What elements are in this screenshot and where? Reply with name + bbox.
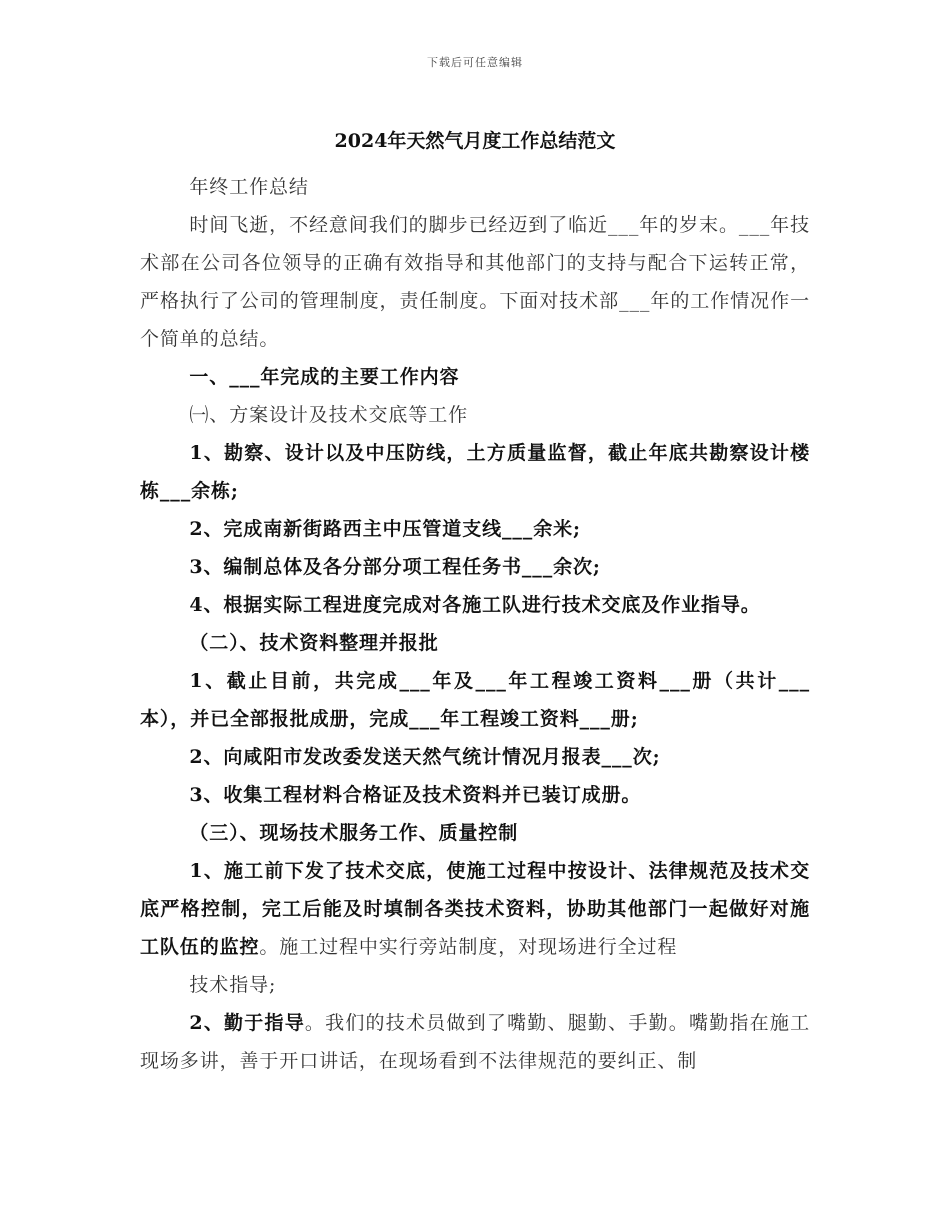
list-item-completion-docs: 1、截止目前，共完成___年及___年工程竣工资料___册（共计___本），并已全部报批成册，完成___年工程竣工资料___册; <box>140 670 810 730</box>
diligent-guidance-bold-text: 2、勤于指导 <box>189 1012 305 1034</box>
subsection-heading-design: ㈠、方案设计及技术交底等工作 <box>189 404 468 426</box>
subsection-heading-onsite-service: （三）、现场技术服务工作、质量控制 <box>189 822 519 844</box>
list-item-survey: 1、勘察、设计以及中压防线，土方质量监督，截止年底共勘察设计楼栋___余栋; <box>140 442 810 502</box>
list-item-task-book: 3、编制总体及各分部分项工程任务书___余次; <box>189 556 601 578</box>
pre-construction-normal-text: 。施工过程中实行旁站制度，对现场进行全过程 <box>259 936 678 958</box>
list-item-monthly-report: 2、向咸阳市发改委发送天然气统计情况月报表___次; <box>189 746 661 768</box>
paragraph-year-end-summary: 年终工作总结 <box>189 176 309 198</box>
list-item-certificates: 3、收集工程材料合格证及技术资料并已装订成册。 <box>189 784 642 806</box>
pre-construction-bold-text: 1、施工前下发了技术交底，使施工过程中按设计、法律规范及技术交底严格控制，完工后能及时填制各类技术资料，协助其他部门一起做好对施工队伍的监控 <box>140 860 810 958</box>
paragraph-intro: 时间飞逝，不经意间我们的脚步已经迈到了临近___年的岁末。___年技术部在公司各位领导的正确有效指导和其他部门的支持与配合下运转正常，严格执行了公司的管理制度，责任制度。下面对技术部___年的工作情况作一个简单的总结。 <box>140 214 810 350</box>
header-note: 下载后可任意编辑 <box>427 56 523 69</box>
list-item-pipeline: 2、完成南新街路西主中压管道支线___余米; <box>189 518 581 540</box>
list-item-diligent-guidance <box>140 1004 810 1080</box>
document-title: 2024年天然气月度工作总结范文 <box>334 130 616 152</box>
document-body <box>140 168 810 1080</box>
list-item-pre-construction <box>140 852 810 966</box>
paragraph-tech-guidance: 技术指导; <box>189 974 277 996</box>
subsection-heading-documents: （二）、技术资料整理并报批 <box>189 632 439 654</box>
section-heading-main-work: 一、___年完成的主要工作内容 <box>189 366 460 388</box>
diligent-guidance-normal-text: 。我们的技术员做到了嘴勤、腿勤、手勤。嘴勤指在施工现场多讲，善于开口讲话，在现场看到不法律规范的要纠正、制 <box>140 1012 810 1072</box>
list-item-tech-briefing: 4、根据实际工程进度完成对各施工队进行技术交底及作业指导。 <box>189 594 761 616</box>
